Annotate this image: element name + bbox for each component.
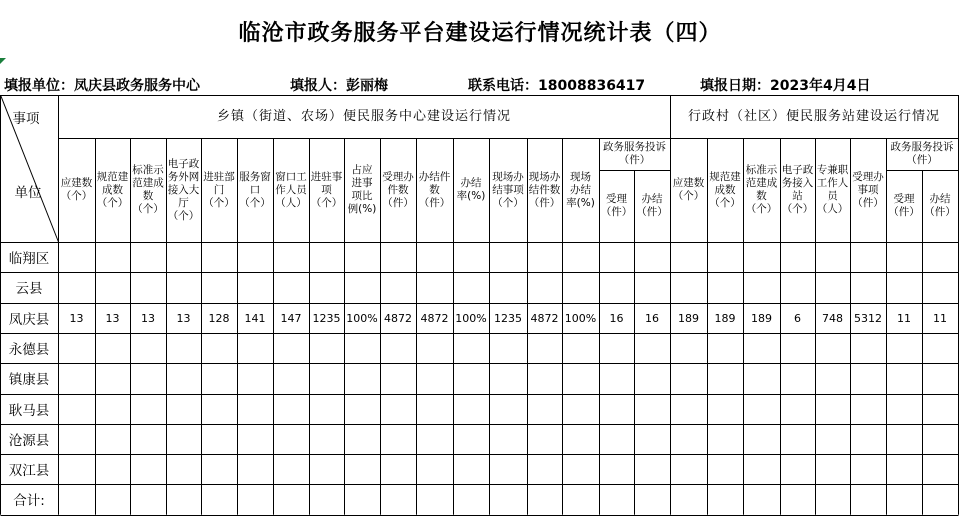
table-cell bbox=[922, 333, 958, 363]
table-cell bbox=[166, 454, 201, 484]
table-cell bbox=[380, 272, 416, 302]
table-cell bbox=[416, 363, 453, 393]
table-cell bbox=[166, 272, 201, 302]
table-cell bbox=[815, 242, 850, 272]
table-cell bbox=[780, 242, 815, 272]
table-cell bbox=[599, 394, 634, 424]
table-cell bbox=[527, 272, 562, 302]
table-cell bbox=[634, 424, 670, 454]
table-cell bbox=[95, 363, 130, 393]
table-cell bbox=[634, 242, 670, 272]
table-cell bbox=[309, 242, 344, 272]
table-cell bbox=[201, 272, 237, 302]
table-cell bbox=[416, 394, 453, 424]
table-cell bbox=[815, 484, 850, 514]
table-cell bbox=[850, 363, 886, 393]
table-cell bbox=[453, 424, 489, 454]
column-header: 进驻事项（个） bbox=[310, 170, 343, 209]
row-label: 临翔区 bbox=[8, 251, 50, 267]
table-cell bbox=[599, 454, 634, 484]
table-cell: 189 bbox=[678, 311, 699, 325]
table-cell bbox=[707, 454, 743, 484]
table-cell bbox=[380, 394, 416, 424]
table-cell bbox=[201, 333, 237, 363]
table-cell: 11 bbox=[933, 311, 947, 325]
table-cell bbox=[344, 363, 380, 393]
table-cell bbox=[166, 484, 201, 514]
table-cell bbox=[344, 272, 380, 302]
table-cell bbox=[599, 484, 634, 514]
table-cell bbox=[780, 454, 815, 484]
table-cell bbox=[95, 424, 130, 454]
column-header: 规范建成数（个） bbox=[709, 170, 741, 209]
table-cell bbox=[707, 272, 743, 302]
table-cell bbox=[670, 454, 707, 484]
table-cell bbox=[58, 394, 95, 424]
table-cell bbox=[130, 272, 166, 302]
table-cell: 100% bbox=[346, 311, 378, 325]
table-cell bbox=[95, 272, 130, 302]
meta-date bbox=[700, 77, 870, 95]
table-cell bbox=[527, 242, 562, 272]
table-cell: 13 bbox=[69, 311, 84, 325]
table-cell bbox=[634, 333, 670, 363]
table-cell bbox=[527, 454, 562, 484]
table-cell bbox=[273, 242, 309, 272]
table-cell bbox=[850, 424, 886, 454]
table-cell bbox=[780, 424, 815, 454]
table-cell: 4872 bbox=[530, 311, 559, 325]
column-header: 办结率(%) bbox=[456, 177, 486, 202]
table-cell: 100% bbox=[564, 311, 597, 325]
table-cell bbox=[743, 272, 780, 302]
column-header: 办结（件） bbox=[636, 193, 668, 218]
table-cell bbox=[273, 484, 309, 514]
table-cell bbox=[707, 333, 743, 363]
table-cell bbox=[922, 424, 958, 454]
table-cell bbox=[58, 242, 95, 272]
table-cell bbox=[130, 454, 166, 484]
table-cell bbox=[380, 484, 416, 514]
table-cell bbox=[201, 484, 237, 514]
row-label: 合计: bbox=[13, 493, 45, 509]
table-cell bbox=[416, 484, 453, 514]
table-cell: 4872 bbox=[384, 311, 412, 325]
table-cell bbox=[58, 363, 95, 393]
table-cell bbox=[634, 394, 670, 424]
column-header: 受理办事项（件） bbox=[852, 170, 884, 209]
table-cell bbox=[670, 333, 707, 363]
table-cell bbox=[237, 424, 273, 454]
table-cell bbox=[527, 394, 562, 424]
table-cell bbox=[886, 484, 922, 514]
column-header: 现场办结事项（个） bbox=[492, 170, 524, 209]
table-cell bbox=[780, 333, 815, 363]
table-cell bbox=[780, 363, 815, 393]
column-header: 电子政务接入站（个） bbox=[781, 164, 814, 215]
table-cell bbox=[707, 484, 743, 514]
table-cell bbox=[815, 333, 850, 363]
table-cell bbox=[380, 363, 416, 393]
table-cell bbox=[886, 424, 922, 454]
meta-date-value: 2023年4月4日 bbox=[770, 78, 871, 94]
table-cell bbox=[416, 272, 453, 302]
table-cell bbox=[922, 454, 958, 484]
table-cell bbox=[166, 333, 201, 363]
table-cell bbox=[886, 272, 922, 302]
table-cell bbox=[166, 394, 201, 424]
table-cell bbox=[416, 242, 453, 272]
corner-label-item: 事项 bbox=[12, 110, 40, 127]
table-cell bbox=[527, 484, 562, 514]
table-cell bbox=[562, 333, 599, 363]
table-cell bbox=[201, 394, 237, 424]
table-cell bbox=[309, 454, 344, 484]
table-cell: 16 bbox=[609, 311, 624, 325]
column-header: 受理（件） bbox=[888, 193, 920, 218]
table-cell bbox=[707, 363, 743, 393]
meta-unit bbox=[4, 77, 200, 95]
table-cell bbox=[670, 394, 707, 424]
table-cell bbox=[309, 333, 344, 363]
table-cell bbox=[886, 333, 922, 363]
table-cell bbox=[95, 484, 130, 514]
table-cell bbox=[527, 333, 562, 363]
table-cell bbox=[489, 484, 527, 514]
table-cell bbox=[743, 363, 780, 393]
table-cell bbox=[922, 272, 958, 302]
column-header: 服务窗口（个） bbox=[239, 170, 271, 209]
table-cell bbox=[599, 424, 634, 454]
column-header: 办结件数（件） bbox=[418, 170, 451, 209]
table-cell bbox=[850, 484, 886, 514]
column-header: 进驻部门（个） bbox=[203, 170, 235, 209]
column-header: 电子政务外网接入大厅（个） bbox=[167, 157, 200, 222]
table-cell bbox=[562, 363, 599, 393]
table-cell bbox=[634, 454, 670, 484]
table-cell bbox=[922, 394, 958, 424]
table-cell bbox=[130, 484, 166, 514]
table-cell bbox=[453, 242, 489, 272]
table-cell bbox=[489, 454, 527, 484]
table-cell bbox=[58, 333, 95, 363]
table-cell bbox=[707, 424, 743, 454]
table-cell bbox=[453, 272, 489, 302]
row-label: 凤庆县 bbox=[8, 312, 50, 328]
table-cell bbox=[634, 484, 670, 514]
column-header: 专兼职工作人员（人） bbox=[816, 164, 849, 215]
complaint-group-header: 政务服务投诉（件） bbox=[603, 141, 666, 166]
table-cell bbox=[599, 272, 634, 302]
table-cell bbox=[380, 242, 416, 272]
table-cell bbox=[309, 272, 344, 302]
row-label: 镇康县 bbox=[8, 372, 50, 388]
table-cell bbox=[58, 424, 95, 454]
table-cell bbox=[309, 394, 344, 424]
table-cell: 1235 bbox=[312, 311, 341, 325]
column-header: 占应进事项比例(%) bbox=[347, 164, 377, 215]
table-cell bbox=[416, 333, 453, 363]
table-cell bbox=[344, 333, 380, 363]
table-cell: 16 bbox=[645, 311, 659, 325]
table-cell bbox=[850, 454, 886, 484]
table-cell bbox=[489, 272, 527, 302]
column-header: 应建数（个） bbox=[60, 177, 93, 202]
table-cell bbox=[780, 484, 815, 514]
table-cell bbox=[489, 363, 527, 393]
table-cell bbox=[201, 454, 237, 484]
table-cell bbox=[344, 454, 380, 484]
table-cell bbox=[237, 454, 273, 484]
table-cell bbox=[166, 242, 201, 272]
meta-person-value: 彭丽梅 bbox=[346, 78, 388, 94]
table-cell bbox=[815, 363, 850, 393]
table-cell bbox=[237, 484, 273, 514]
table-cell bbox=[743, 454, 780, 484]
table-cell bbox=[273, 333, 309, 363]
meta-person bbox=[290, 77, 388, 95]
table-cell: 13 bbox=[176, 311, 191, 325]
meta-phone bbox=[468, 77, 645, 95]
table-cell bbox=[130, 333, 166, 363]
table-cell bbox=[562, 242, 599, 272]
table-cell bbox=[130, 242, 166, 272]
table-cell bbox=[707, 242, 743, 272]
table-cell bbox=[273, 272, 309, 302]
table-cell bbox=[237, 394, 273, 424]
table-cell bbox=[237, 272, 273, 302]
table-cell: 6 bbox=[794, 311, 801, 325]
table-cell bbox=[95, 242, 130, 272]
table-cell bbox=[453, 484, 489, 514]
column-header: 现场办结率(%) bbox=[566, 170, 595, 209]
table-cell bbox=[850, 242, 886, 272]
table-cell bbox=[780, 272, 815, 302]
table-cell bbox=[344, 242, 380, 272]
table-cell bbox=[95, 394, 130, 424]
column-header: 受理（件） bbox=[600, 193, 633, 218]
table-cell bbox=[237, 242, 273, 272]
table-cell bbox=[743, 484, 780, 514]
column-header: 受理办件数（件） bbox=[382, 170, 414, 209]
table-cell: 100% bbox=[455, 311, 487, 325]
table-cell bbox=[886, 363, 922, 393]
table-cell bbox=[201, 242, 237, 272]
table-cell bbox=[815, 424, 850, 454]
table-cell bbox=[922, 363, 958, 393]
table-cell bbox=[166, 424, 201, 454]
table-cell bbox=[453, 394, 489, 424]
table-cell bbox=[130, 363, 166, 393]
table-cell bbox=[850, 394, 886, 424]
table-cell bbox=[309, 484, 344, 514]
table-cell bbox=[166, 363, 201, 393]
column-header: 标准示范建成数（个） bbox=[132, 164, 164, 215]
column-header: 现场办结件数（件） bbox=[528, 170, 561, 209]
table-cell bbox=[599, 333, 634, 363]
table-cell bbox=[201, 424, 237, 454]
table-cell bbox=[273, 363, 309, 393]
table-cell bbox=[599, 363, 634, 393]
table-cell bbox=[922, 484, 958, 514]
meta-phone-label: 联系电话： bbox=[468, 78, 538, 94]
table-cell bbox=[562, 454, 599, 484]
table-cell bbox=[58, 454, 95, 484]
table-cell: 13 bbox=[105, 311, 120, 325]
row-label: 沧源县 bbox=[8, 433, 50, 449]
table-cell bbox=[273, 454, 309, 484]
table-cell: 1235 bbox=[494, 311, 522, 325]
corner-label-unit: 单位 bbox=[14, 184, 42, 201]
table-cell bbox=[489, 333, 527, 363]
table-cell bbox=[453, 363, 489, 393]
table-cell bbox=[743, 394, 780, 424]
complaint-group-header: 政务服务投诉（件） bbox=[890, 141, 954, 166]
table-cell: 128 bbox=[208, 311, 230, 325]
table-cell bbox=[380, 424, 416, 454]
table-cell bbox=[273, 424, 309, 454]
meta-person-label: 填报人： bbox=[290, 78, 346, 94]
table-cell bbox=[599, 242, 634, 272]
table-cell bbox=[489, 394, 527, 424]
table-cell bbox=[634, 272, 670, 302]
table-cell bbox=[634, 363, 670, 393]
table-title: 临沧市政务服务平台建设运行情况统计表（四） bbox=[238, 20, 722, 46]
table-cell bbox=[527, 424, 562, 454]
table-cell bbox=[886, 454, 922, 484]
table-cell bbox=[380, 333, 416, 363]
table-cell bbox=[309, 363, 344, 393]
column-header: 标准示范建成数（个） bbox=[745, 164, 778, 215]
table-cell bbox=[416, 454, 453, 484]
table-cell bbox=[201, 363, 237, 393]
table-cell bbox=[815, 272, 850, 302]
table-cell: 5312 bbox=[854, 311, 882, 325]
table-cell bbox=[670, 424, 707, 454]
table-cell: 189 bbox=[751, 311, 772, 325]
table-cell: 748 bbox=[822, 311, 843, 325]
table-cell: 11 bbox=[897, 311, 911, 325]
table-cell bbox=[58, 272, 95, 302]
table-cell bbox=[237, 333, 273, 363]
table-cell bbox=[886, 242, 922, 272]
row-label: 云县 bbox=[15, 281, 43, 297]
table-cell bbox=[344, 484, 380, 514]
table-cell bbox=[743, 424, 780, 454]
table-cell bbox=[309, 424, 344, 454]
table-cell bbox=[130, 394, 166, 424]
table-cell bbox=[562, 484, 599, 514]
table-cell bbox=[273, 394, 309, 424]
table-cell bbox=[670, 484, 707, 514]
column-header: 应建数（个） bbox=[672, 177, 705, 202]
table-cell bbox=[562, 394, 599, 424]
table-cell bbox=[95, 454, 130, 484]
table-cell bbox=[344, 424, 380, 454]
table-cell bbox=[453, 333, 489, 363]
table-cell bbox=[562, 272, 599, 302]
cell-marker-icon bbox=[0, 58, 6, 64]
group-header-village: 行政村（社区）便民服务站建设运行情况 bbox=[687, 109, 940, 124]
table-cell bbox=[743, 242, 780, 272]
table-cell bbox=[815, 394, 850, 424]
table-cell bbox=[886, 394, 922, 424]
table-cell: 189 bbox=[714, 311, 736, 325]
table-cell bbox=[670, 363, 707, 393]
table-cell bbox=[670, 272, 707, 302]
table-cell: 147 bbox=[280, 311, 302, 325]
table-cell bbox=[707, 394, 743, 424]
row-label: 耿马县 bbox=[8, 403, 50, 419]
table-cell bbox=[453, 454, 489, 484]
meta-date-label: 填报日期： bbox=[700, 78, 770, 94]
column-header: 窗口工作人员（人） bbox=[275, 170, 307, 209]
table-cell bbox=[743, 333, 780, 363]
row-label: 永德县 bbox=[8, 342, 50, 358]
statistics-table bbox=[0, 95, 960, 517]
meta-unit-value: 凤庆县政务服务中心 bbox=[74, 78, 200, 94]
table-cell bbox=[815, 454, 850, 484]
table-cell bbox=[130, 424, 166, 454]
table-cell: 141 bbox=[244, 311, 266, 325]
table-cell bbox=[344, 394, 380, 424]
table-cell bbox=[562, 424, 599, 454]
table-cell bbox=[780, 394, 815, 424]
table-cell bbox=[850, 272, 886, 302]
table-cell bbox=[237, 363, 273, 393]
meta-phone-value: 18008836417 bbox=[538, 78, 646, 94]
group-header-township: 乡镇（街道、农场）便民服务中心建设运行情况 bbox=[216, 109, 511, 124]
table-cell: 4872 bbox=[420, 311, 449, 325]
meta-unit-label: 填报单位： bbox=[4, 78, 74, 94]
table-cell bbox=[489, 424, 527, 454]
table-cell bbox=[380, 454, 416, 484]
column-header: 规范建成数（个） bbox=[96, 170, 129, 209]
table-cell bbox=[850, 333, 886, 363]
table-cell bbox=[95, 333, 130, 363]
table-cell: 13 bbox=[141, 311, 155, 325]
table-cell bbox=[527, 363, 562, 393]
column-header: 办结（件） bbox=[924, 193, 956, 218]
table-cell bbox=[489, 242, 527, 272]
table-cell bbox=[58, 484, 95, 514]
table-cell bbox=[922, 242, 958, 272]
row-label: 双江县 bbox=[8, 463, 50, 479]
table-cell bbox=[670, 242, 707, 272]
table-cell bbox=[416, 424, 453, 454]
